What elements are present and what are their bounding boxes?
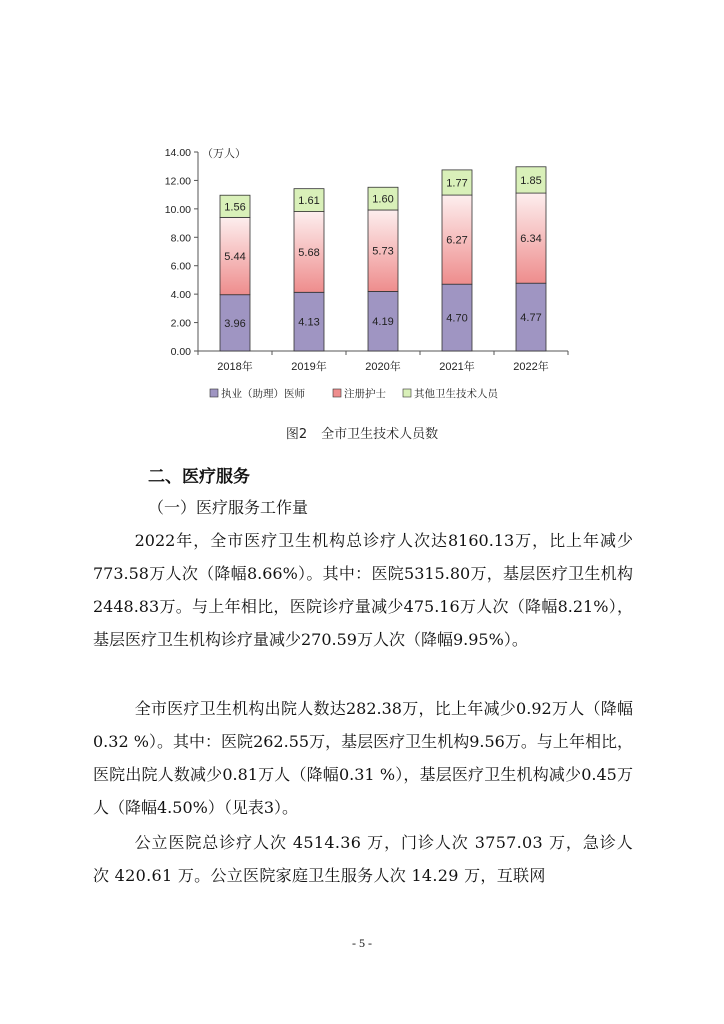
x-tick-label: 2021年: [439, 361, 475, 373]
bar-value-label: 4.70: [446, 312, 468, 325]
bar-value-label: 1.85: [520, 174, 542, 187]
legend-label: 执业（助理）医师: [221, 388, 305, 400]
bar-value-label: 5.73: [372, 245, 394, 258]
legend-swatch: [403, 389, 411, 397]
y-tick-label: 12.00: [164, 175, 191, 188]
bar-value-label: 4.77: [520, 312, 542, 325]
bar-value-label: 5.44: [224, 251, 246, 264]
figure-title: 全市卫生技术人员数: [321, 427, 439, 442]
bar-value-label: 5.68: [298, 246, 320, 259]
staff-stacked-bar-chart: [0, 0, 724, 420]
section-heading: 二、医疗服务: [148, 467, 250, 487]
paragraph-public-hospitals: 公立医院总诊疗人次 4514.36 万，门诊人次 3757.03 万，急诊人次 420.61 万。公立医院家庭卫生服务人次 14.29 万，互联网: [93, 833, 633, 885]
y-unit-label: （万人）: [202, 148, 246, 160]
y-tick-label: 4.00: [170, 289, 191, 302]
bar-value-label: 6.34: [520, 233, 542, 246]
bar-value-label: 4.19: [372, 316, 394, 329]
legend-swatch: [210, 389, 218, 397]
legend-swatch: [333, 389, 341, 397]
figure-number: 图2: [285, 427, 308, 442]
x-tick-label: 2018年: [217, 361, 253, 373]
y-tick-label: 6.00: [170, 260, 191, 273]
bar-value-label: 1.61: [298, 195, 320, 208]
paragraph-discharges: 全市医疗卫生机构出院人数达282.38万，比上年减少0.92万人（降幅0.32 %）。其中：医院262.55万，基层医疗卫生机构9.56万。与上年相比，医院出院人数减少0.81万人（降幅0.31 %），基层医疗卫生机构减少0.45万人（降幅4.50%）（见表3）。: [93, 699, 633, 817]
y-tick-label: 10.00: [164, 203, 191, 216]
bar-value-label: 1.77: [446, 177, 468, 190]
legend-label: 其他卫生技术人员: [414, 388, 498, 400]
bar-value-label: 1.60: [372, 193, 394, 206]
x-tick-label: 2019年: [291, 361, 327, 373]
y-tick-label: 2.00: [170, 317, 191, 330]
bar-value-label: 1.56: [224, 201, 246, 214]
x-tick-label: 2020年: [365, 361, 401, 373]
y-tick-label: 8.00: [170, 232, 191, 245]
paragraph-outpatient: 2022年，全市医疗卫生机构总诊疗人次达8160.13万，比上年减少773.58万人次（降幅8.66%）。其中：医院5315.80万，基层医疗卫生机构2448.83万。与上年相比，医院诊疗量减少475.16万人次（降幅8.21%），基层医疗卫生机构诊疗量减少270.59万人次（降幅9.95%）。: [93, 531, 633, 649]
page-number: - 5 -: [352, 936, 372, 950]
x-tick-label: 2022年: [513, 361, 549, 373]
chart-legend: [210, 387, 499, 400]
bar-value-label: 3.96: [224, 317, 246, 330]
y-tick-label: 14.00: [164, 147, 191, 159]
bar-value-label: 4.13: [298, 316, 320, 329]
bar-value-label: 6.27: [446, 234, 468, 247]
legend-label: 注册护士: [344, 388, 386, 400]
subsection-heading: （一）医疗服务工作量: [148, 498, 309, 517]
y-tick-label: 0.00: [170, 346, 191, 358]
figure-caption: [0, 423, 724, 442]
